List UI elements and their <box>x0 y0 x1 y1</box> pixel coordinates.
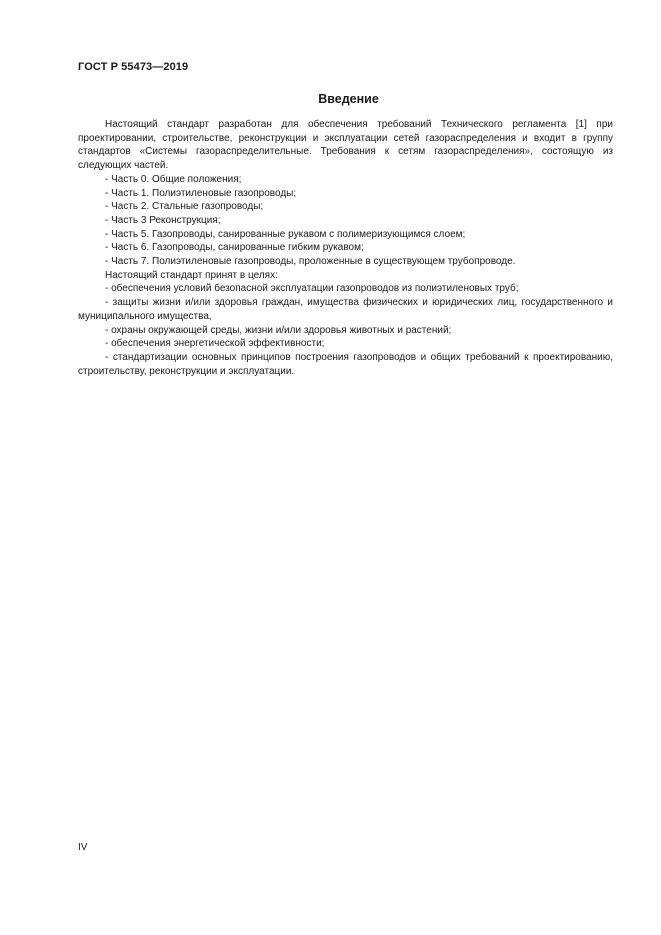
document-number: ГОСТ Р 55473—2019 <box>78 61 189 73</box>
list-item-goal-standardization: - стандартизации основных принципов построения газопроводов и общих требований к проектированию, строительству, реконструкции и эксплуатации. <box>78 351 613 377</box>
list-item-part-2: - Часть 2. Стальные газопроводы; <box>105 201 264 213</box>
list-item-goal-energy: - обеспечения энергетической эффективности; <box>105 338 325 350</box>
goals-intro-paragraph: Настоящий стандарт принят в целях: <box>105 269 278 281</box>
list-item-goal-safety: - обеспечения условий безопасной эксплуатации газопроводов из полиэтиленовых труб; <box>105 283 519 295</box>
list-item-part-1: - Часть 1. Полиэтиленовые газопроводы; <box>105 187 297 199</box>
list-item-goal-environment: - охраны окружающей среды, жизни и/или здоровья животных и растений; <box>105 324 452 336</box>
list-item-part-7: - Часть 7. Полиэтиленовые газопроводы, проложенные в существующем трубопроводе. <box>105 256 516 268</box>
list-item-part-0: - Часть 0. Общие положения; <box>105 173 242 185</box>
intro-paragraph: Настоящий стандарт разработан для обеспечения требований Технического регламента [1] при проектировании, строительстве, реконструкции и эксплуатации сетей газораспределения и входит в группу стандартов «Системы газораспределительные. Требования к сетям газораспределения», состоящую из следующих частей. <box>78 119 613 172</box>
list-item-goal-protection: - защиты жизни и/или здоровья граждан, имущества физических и юридических лиц, государственного и муниципального имущества, <box>78 297 613 322</box>
section-title: Введение <box>318 92 379 106</box>
page-number: IV <box>78 842 88 853</box>
list-item-part-5: - Часть 5. Газопроводы, санированные рукавом с полимеризующимся слоем; <box>105 228 466 240</box>
list-item-part-6: - Часть 6. Газопроводы, санированные гибким рукавом; <box>105 242 364 254</box>
list-item-part-3: - Часть 3 Реконструкция; <box>105 214 221 226</box>
body-text <box>78 118 613 378</box>
